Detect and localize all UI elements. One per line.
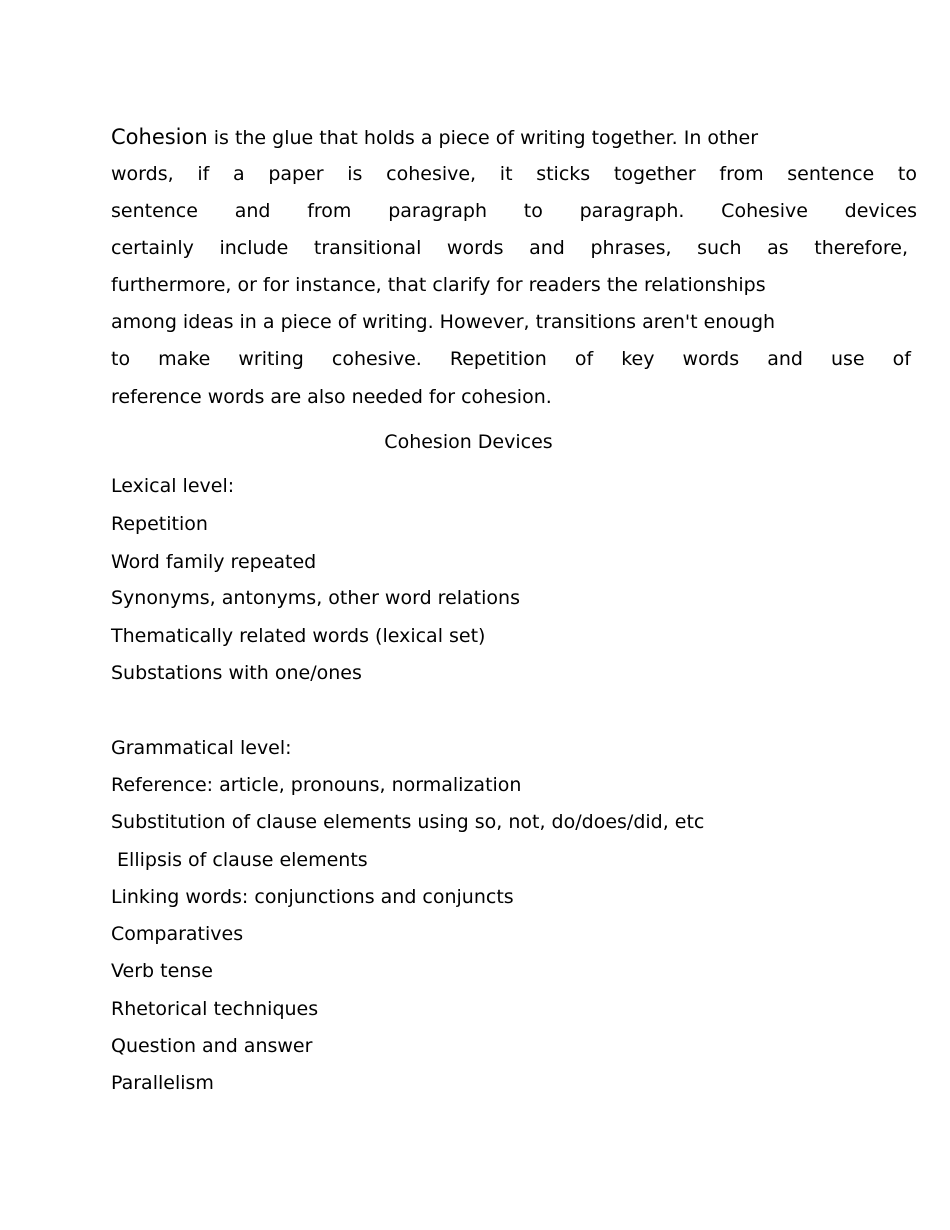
lexical-item: Substations with one/ones [111, 662, 362, 684]
section-heading: Cohesion Devices [384, 431, 553, 453]
grammatical-item: Linking words: conjunctions and conjuncts [111, 886, 514, 908]
grammatical-item: Question and answer [111, 1035, 313, 1057]
grammatical-item: Parallelism [111, 1072, 214, 1094]
grammatical-item: Reference: article, pronouns, normalization [111, 774, 522, 796]
lexical-item: Synonyms, antonyms, other word relations [111, 587, 520, 609]
grammatical-item: Substitution of clause elements using so, not, do/does/did, etc [111, 811, 705, 833]
grammatical-item: Comparatives [111, 923, 244, 945]
lexical-item: Word family repeated [111, 551, 317, 573]
lexical-item: Thematically related words (lexical set) [111, 625, 486, 647]
intro-line-8: reference words are also needed for cohesion. [111, 386, 552, 408]
lexical-item: Repetition [111, 513, 208, 535]
grammatical-title: Grammatical level: [111, 737, 292, 759]
grammatical-item: Ellipsis of clause elements [111, 849, 368, 871]
intro-line-1-text: is the glue that holds a piece of writing together. In other [207, 127, 759, 149]
intro-line-2: words, if a paper is cohesive, it sticks together from sentence to [111, 163, 917, 185]
lexical-title: Lexical level: [111, 475, 235, 497]
intro-line-4: certainly include transitional words and phrases, such as therefore, [111, 237, 908, 259]
intro-line-7: to make writing cohesive. Repetition of key words and use of [111, 348, 911, 370]
intro-line-1 [111, 125, 758, 149]
grammatical-item: Rhetorical techniques [111, 998, 319, 1020]
intro-line-5: furthermore, or for instance, that clarify for readers the relationships [111, 274, 766, 296]
intro-line-3: sentence and from paragraph to paragraph. Cohesive devices [111, 200, 917, 222]
intro-term: Cohesion [111, 125, 208, 149]
intro-line-6: among ideas in a piece of writing. However, transitions aren't enough [111, 311, 776, 333]
grammatical-item: Verb tense [111, 960, 213, 982]
